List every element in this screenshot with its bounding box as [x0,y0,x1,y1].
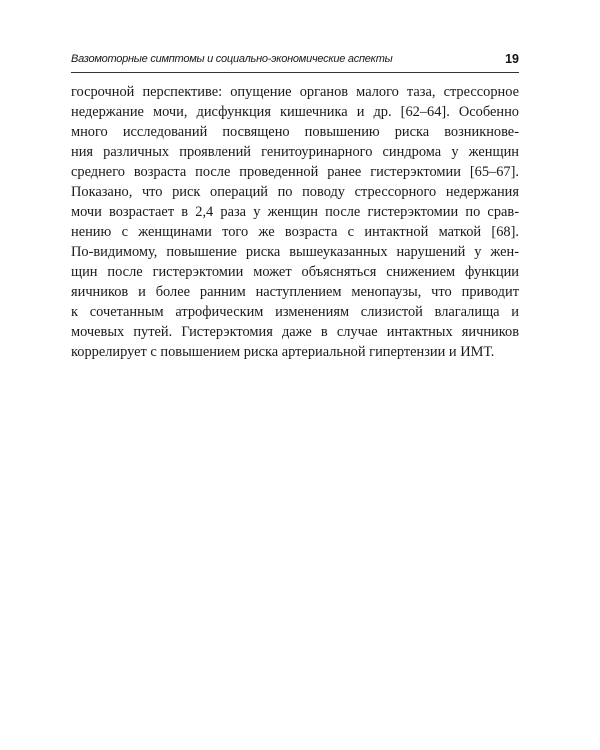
running-header-title: Вазомоторные симптомы и социально-экономические аспекты [71,53,393,65]
text-line: мочи возрастает в 2,4 раза у женщин после гистерэктомии по срав- [71,204,519,220]
text-line: много исследований посвящено повышению риска возникнове- [71,124,519,140]
text-line: госрочной перспективе: опущение органов малого таза, стрессорное [71,84,519,100]
text-line: щин после гистерэктомии может объясняться снижением функции [71,264,519,280]
text-line: мочевых путей. Гистерэктомия даже в случае интактных яичников [71,324,519,340]
text-line: По-видимому, повышение риска вышеуказанных нарушений у жен- [71,244,519,260]
text-line: нению с женщинами того же возраста с интактной маткой [68]. [71,224,519,240]
text-line: ния различных проявлений генитоуринарного синдрома у женщин [71,144,519,160]
text-line: Показано, что риск операций по поводу стрессорного недержания [71,184,519,200]
running-header [71,53,519,69]
page-number: 19 [505,52,519,66]
text-line: яичников и более ранним наступлением менопаузы, что приводит [71,284,519,300]
body-paragraph [71,82,519,362]
text-line: недержание мочи, дисфункция кишечника и др. [62–64]. Особенно [71,104,519,120]
text-line: коррелирует с повышением риска артериальной гипертензии и ИМТ. [71,344,495,360]
header-divider [71,72,519,73]
text-line: среднего возраста после проведенной ранее гистерэктомии [65–67]. [71,164,519,180]
text-line: к сочетанным атрофическим изменениям слизистой влагалища и [71,304,519,320]
